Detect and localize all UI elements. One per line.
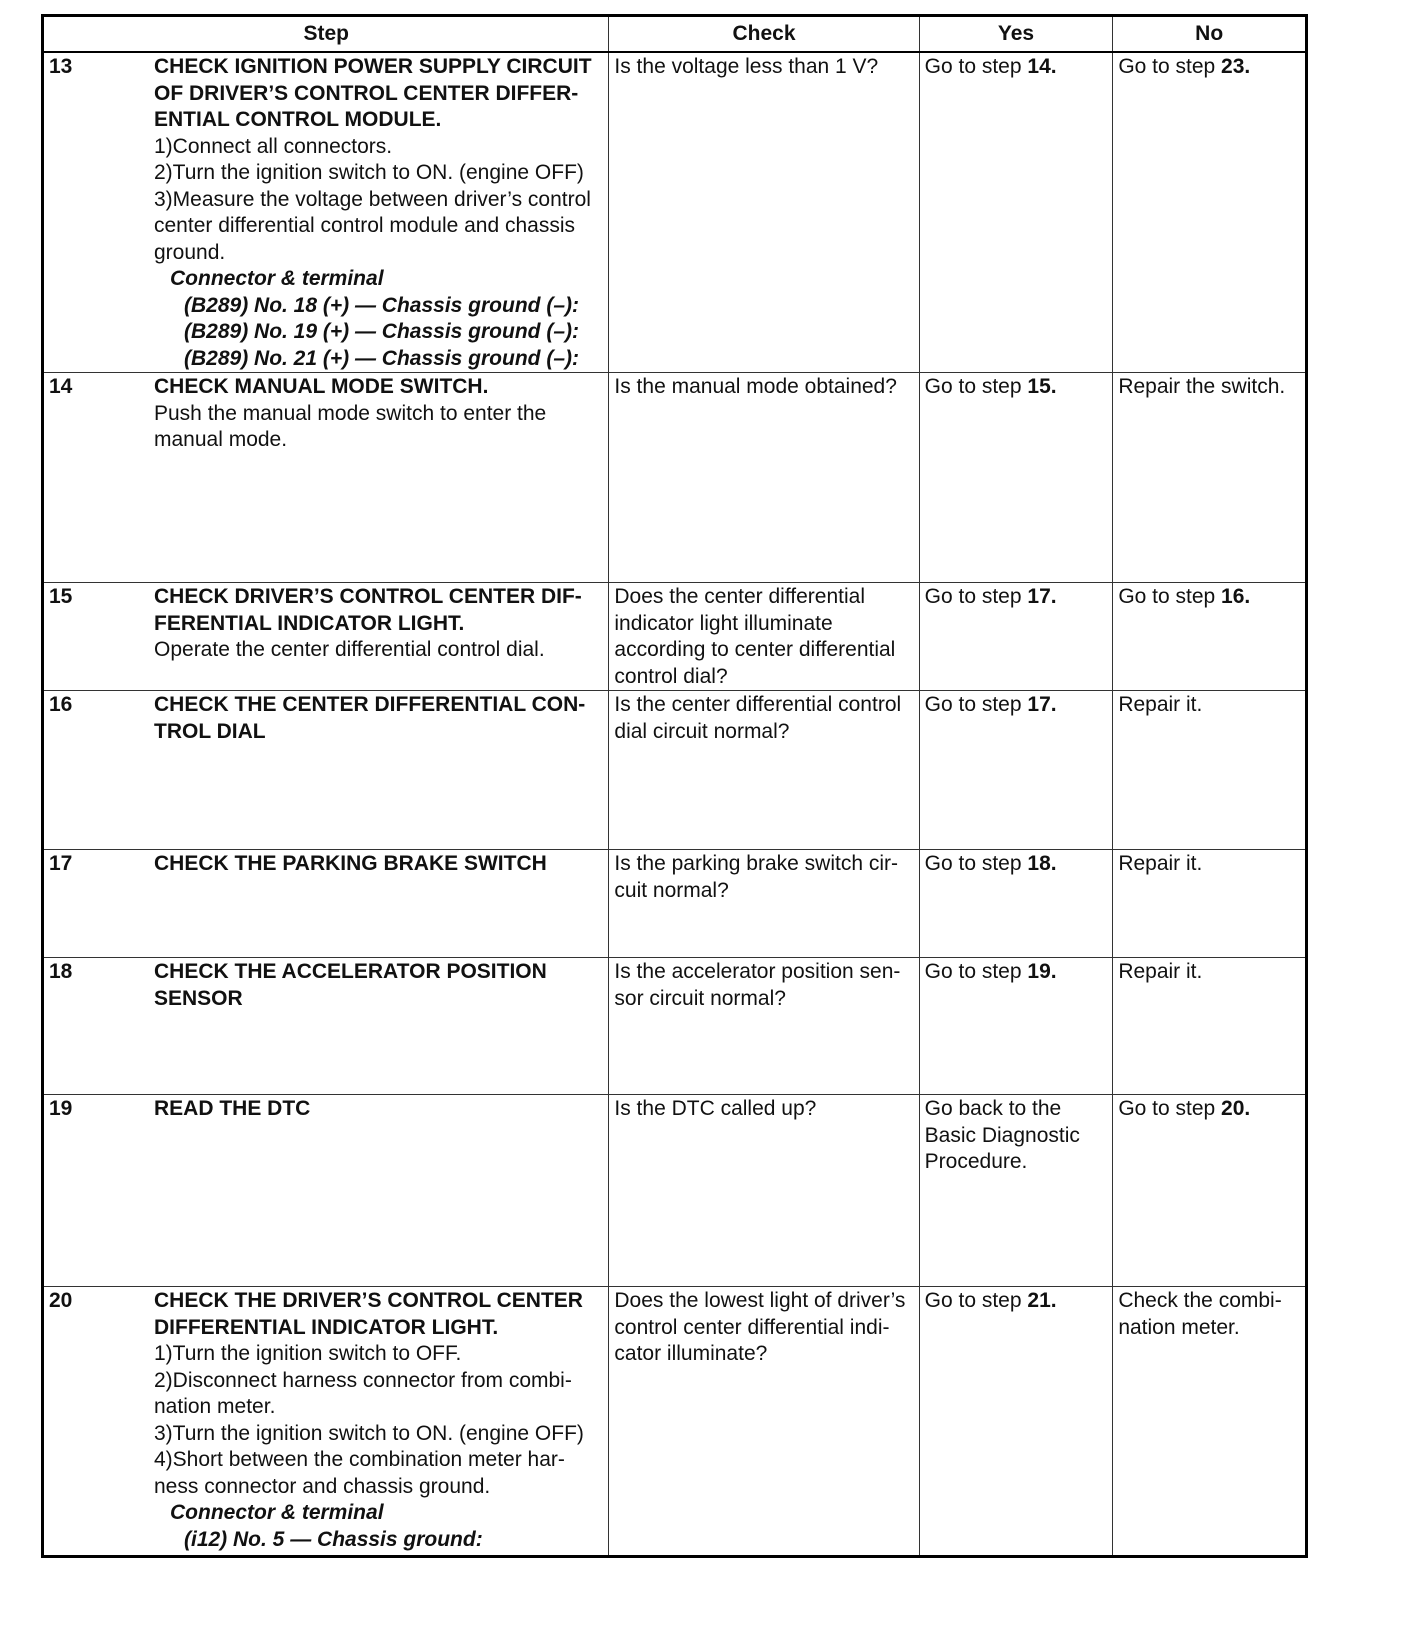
table-row bbox=[43, 958, 1307, 1095]
table-row bbox=[43, 850, 1307, 958]
no-text: Go to step bbox=[1118, 55, 1222, 78]
no-cell: Repair the switch. bbox=[1113, 373, 1307, 583]
connector-terminal: (B289) No. 19 (+) — Chassis ground (–): bbox=[184, 320, 579, 343]
check-cell: Does the center differential indicator light illuminate according to center differential control dial? bbox=[609, 583, 919, 691]
no-cell: Repair it. bbox=[1113, 958, 1307, 1095]
connector-terminal: (B289) No. 18 (+) — Chassis ground (–): bbox=[184, 293, 579, 317]
yes-step-ref: 14. bbox=[1027, 55, 1057, 78]
connector-terminal: (B289) No. 21 (+) — Chassis ground (–): bbox=[184, 346, 579, 370]
yes-text: Go to step bbox=[924, 585, 1028, 608]
check-cell: Is the parking brake switch cir-cuit normal? bbox=[609, 850, 919, 958]
table-row bbox=[43, 1287, 1307, 1557]
yes-cell bbox=[919, 1287, 1113, 1557]
yes-step-ref: 19. bbox=[1027, 960, 1057, 983]
yes-text: Go to step bbox=[924, 693, 1028, 716]
yes-step-ref: 21. bbox=[1027, 1289, 1057, 1312]
step-cell bbox=[43, 850, 609, 958]
yes-step-ref: 18. bbox=[1027, 852, 1057, 875]
step-instruction: 1)Connect all connectors. bbox=[154, 134, 393, 158]
step-instruction: 1)Turn the ignition switch to OFF. bbox=[154, 1342, 462, 1365]
step-instruction: 2)Turn the ignition switch to ON. (engine OFF) bbox=[154, 161, 584, 184]
header-step: Step bbox=[43, 16, 609, 53]
step-instruction: Operate the center differential control dial. bbox=[154, 638, 545, 661]
header-yes: Yes bbox=[919, 16, 1113, 53]
check-cell: Is the accelerator position sen-sor circuit normal? bbox=[609, 958, 919, 1095]
table-row bbox=[43, 583, 1307, 691]
step-instruction: 4)Short between the combination meter har-ness connector and chassis ground. bbox=[154, 1448, 565, 1498]
header-check: Check bbox=[609, 16, 919, 53]
no-cell: Check the combi-nation meter. bbox=[1113, 1287, 1307, 1557]
check-cell: Is the voltage less than 1 V? bbox=[609, 52, 919, 373]
step-cell bbox=[43, 373, 609, 583]
yes-cell bbox=[919, 373, 1113, 583]
step-cell bbox=[43, 1095, 609, 1287]
step-cell bbox=[43, 583, 609, 691]
step-number: 17 bbox=[49, 852, 73, 875]
step-title: CHECK DRIVER’S CONTROL CENTER DIF-FERENTIAL INDICATOR LIGHT. bbox=[154, 585, 582, 635]
header-no: No bbox=[1113, 16, 1307, 53]
check-cell: Is the manual mode obtained? bbox=[609, 373, 919, 583]
yes-cell bbox=[919, 691, 1113, 850]
step-number: 18 bbox=[49, 960, 73, 983]
step-instruction: 2)Disconnect harness connector from combi-nation meter. bbox=[154, 1368, 572, 1418]
table-row bbox=[43, 373, 1307, 583]
yes-text: Go to step bbox=[924, 960, 1028, 983]
step-title: CHECK THE ACCELERATOR POSITION SENSOR bbox=[154, 960, 547, 1010]
step-number: 19 bbox=[49, 1097, 73, 1120]
check-cell: Is the center differential control dial circuit normal? bbox=[609, 691, 919, 850]
step-title: CHECK THE PARKING BRAKE SWITCH bbox=[154, 852, 547, 875]
no-cell bbox=[1113, 583, 1307, 691]
diagnostic-table bbox=[41, 14, 1308, 1558]
yes-step-ref: 15. bbox=[1027, 375, 1057, 398]
yes-cell: Go back to the Basic Diagnostic Procedure. bbox=[919, 1095, 1113, 1287]
connector-label: Connector & terminal bbox=[170, 1501, 384, 1524]
table-row bbox=[43, 1095, 1307, 1287]
yes-text: Go to step bbox=[924, 375, 1028, 398]
no-step-ref: 16. bbox=[1221, 585, 1251, 608]
step-title: CHECK IGNITION POWER SUPPLY CIRCUIT OF DRIVER’S CONTROL CENTER DIFFER-ENTIAL CONTROL MODULE. bbox=[154, 55, 592, 131]
yes-cell bbox=[919, 958, 1113, 1095]
yes-cell bbox=[919, 52, 1113, 373]
step-number: 13 bbox=[49, 55, 73, 78]
step-instruction: 3)Turn the ignition switch to ON. (engine OFF) bbox=[154, 1421, 584, 1445]
connector-terminal: (i12) No. 5 — Chassis ground: bbox=[184, 1527, 483, 1551]
no-step-ref: 23. bbox=[1221, 55, 1251, 78]
no-cell bbox=[1113, 52, 1307, 373]
no-step-ref: 20. bbox=[1221, 1097, 1251, 1120]
yes-step-ref: 17. bbox=[1027, 585, 1057, 608]
no-text: Go to step bbox=[1118, 1097, 1222, 1120]
check-cell: Is the DTC called up? bbox=[609, 1095, 919, 1287]
step-number: 16 bbox=[49, 693, 73, 716]
yes-cell bbox=[919, 583, 1113, 691]
yes-text: Go to step bbox=[924, 1289, 1028, 1312]
step-cell bbox=[43, 1287, 609, 1557]
table-row bbox=[43, 691, 1307, 850]
no-cell: Repair it. bbox=[1113, 850, 1307, 958]
step-instruction: Push the manual mode switch to enter the manual mode. bbox=[154, 401, 547, 451]
step-instruction: 3)Measure the voltage between driver’s control center differential control module and chassis ground. bbox=[154, 187, 591, 264]
step-number: 15 bbox=[49, 585, 73, 608]
step-title: CHECK THE CENTER DIFFERENTIAL CON-TROL DIAL bbox=[154, 693, 586, 743]
step-cell bbox=[43, 691, 609, 850]
step-cell bbox=[43, 958, 609, 1095]
step-title: CHECK MANUAL MODE SWITCH. bbox=[154, 375, 489, 398]
yes-text: Go to step bbox=[924, 55, 1028, 78]
no-cell: Repair it. bbox=[1113, 691, 1307, 850]
no-cell bbox=[1113, 1095, 1307, 1287]
header-row bbox=[43, 16, 1307, 53]
no-text: Go to step bbox=[1118, 585, 1222, 608]
yes-step-ref: 17. bbox=[1027, 693, 1057, 716]
step-number: 14 bbox=[49, 375, 73, 398]
check-cell: Does the lowest light of driver’s control center differential indi-cator illuminate? bbox=[609, 1287, 919, 1557]
connector-label: Connector & terminal bbox=[170, 267, 384, 290]
yes-cell bbox=[919, 850, 1113, 958]
table-row bbox=[43, 52, 1307, 373]
step-number: 20 bbox=[49, 1289, 73, 1312]
yes-text: Go to step bbox=[924, 852, 1028, 875]
step-title: READ THE DTC bbox=[154, 1097, 311, 1120]
step-title: CHECK THE DRIVER’S CONTROL CENTER DIFFERENTIAL INDICATOR LIGHT. bbox=[154, 1289, 583, 1339]
step-cell bbox=[43, 52, 609, 373]
